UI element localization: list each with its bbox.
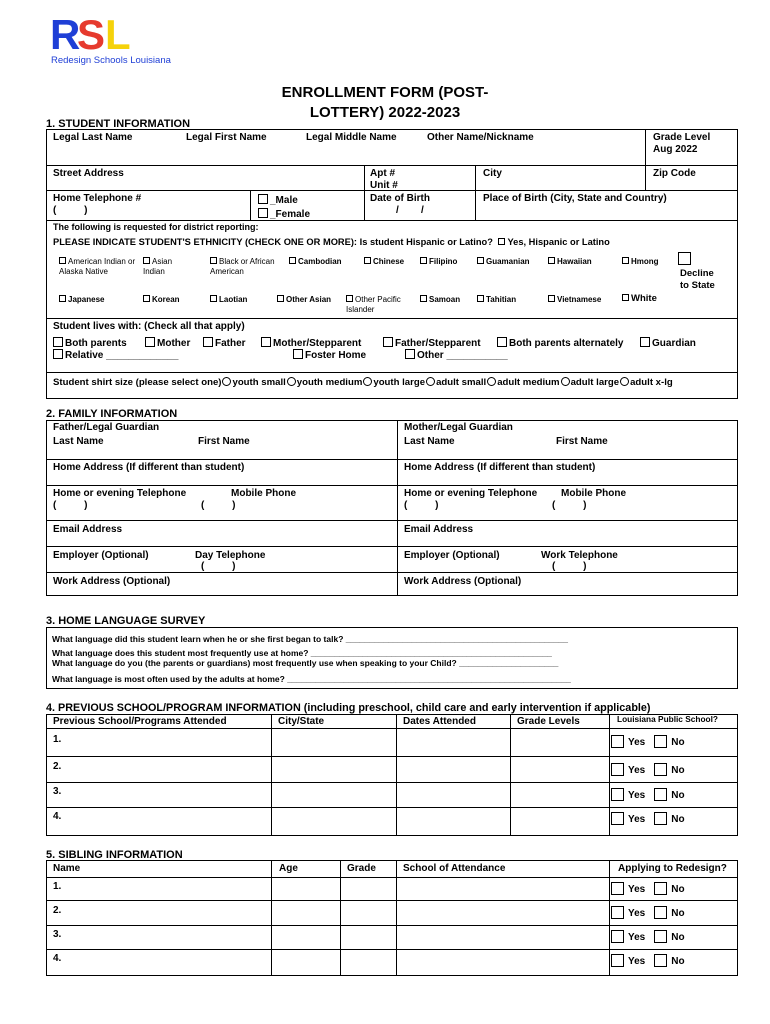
male-option[interactable] (258, 194, 298, 206)
label-apt: Apt # (370, 168, 395, 179)
mother-guardian-heading: Mother/Legal Guardian (404, 422, 513, 433)
eth-hmong[interactable]: Hmong (622, 257, 659, 267)
date-of-birth-field[interactable]: / / (396, 205, 424, 216)
father-first-name-label: First Name (198, 436, 250, 447)
father-work-address-label: Work Address (Optional) (53, 576, 171, 587)
label-grade-date: Aug 2022 (653, 144, 698, 155)
father-guardian-heading: Father/Legal Guardian (53, 422, 160, 433)
sib-row-1-label: 1. (53, 881, 62, 892)
prev-row-3-label: 3. (53, 786, 62, 797)
prev-row-2-no-checkbox[interactable] (654, 763, 667, 776)
shirt-size-row: Student shirt size (please select one) youth small youth medium youth large adult small adult medium adult large adult x-lg (53, 377, 673, 388)
logo-letter-s: S (77, 11, 105, 58)
hispanic-yes-checkbox[interactable] (498, 238, 505, 245)
eth-laotian[interactable]: Laotian (210, 295, 247, 305)
sib-row-4-label: 4. (53, 953, 62, 964)
prev-row-2-yes-checkbox[interactable] (611, 763, 624, 776)
father-last-name-label: Last Name (53, 436, 104, 447)
shirt-radio-adult-xlg[interactable] (620, 377, 629, 386)
eth-hawaiian[interactable]: Hawaiian (548, 257, 592, 267)
eth-american-indian[interactable]: American Indian or Alaska Native (59, 257, 136, 276)
father-home-address-label: Home Address (If different than student) (53, 462, 245, 473)
logo (50, 11, 190, 68)
col-city-state: City/State (278, 716, 325, 727)
mother-first-name-label: First Name (556, 436, 608, 447)
sib-row-3-label: 3. (53, 929, 62, 940)
lives-father[interactable]: Father (203, 337, 246, 349)
father-mobile-label: Mobile Phone (231, 488, 296, 499)
prev-row-4-yes-checkbox[interactable] (611, 812, 624, 825)
label-city: City (483, 168, 502, 179)
decline-checkbox[interactable] (678, 252, 691, 265)
lives-foster-home[interactable]: Foster Home (293, 349, 366, 361)
district-reporting-note: The following is requested for district reporting: (53, 222, 259, 232)
shirt-radio-youth-large[interactable] (363, 377, 372, 386)
mother-home-phone-label: Home or evening Telephone (404, 488, 538, 499)
language-q2[interactable]: What language does this student most frequently use at home? ___________________________________________________ (52, 648, 552, 658)
male-label: _Male (270, 195, 298, 206)
shirt-radio-adult-small[interactable] (426, 377, 435, 386)
lives-relative[interactable]: Relative _____________ (53, 349, 178, 361)
male-checkbox[interactable] (258, 194, 268, 204)
sib-col-grade: Grade (347, 863, 376, 874)
section-4-heading: 4. PREVIOUS SCHOOL/PROGRAM INFORMATION (including preschool, child care and early intervention if applicable) (46, 702, 651, 714)
label-home-telephone: Home Telephone # (53, 193, 142, 204)
eth-cambodian[interactable]: Cambodian (289, 257, 342, 267)
prev-row-3-no-checkbox[interactable] (654, 788, 667, 801)
mother-last-name-label: Last Name (404, 436, 455, 447)
eth-japanese[interactable]: Japanese (59, 295, 104, 305)
shirt-radio-adult-medium[interactable] (487, 377, 496, 386)
prev-row-1-no-checkbox[interactable] (654, 735, 667, 748)
label-legal-first-name: Legal First Name (186, 132, 267, 143)
mother-home-address-label: Home Address (If different than student) (404, 462, 596, 473)
label-zip: Zip Code (653, 168, 696, 179)
lives-father-stepparent[interactable]: Father/Stepparent (383, 337, 481, 349)
language-q3[interactable]: What language do you (the parents or guardians) most frequently use when speaking to your Child? _____________________ (52, 658, 559, 668)
mother-work-telephone-label: Work Telephone (541, 550, 618, 561)
sib-col-applying: Applying to Redesign? (618, 863, 727, 874)
sib-row-3-yes-checkbox[interactable] (611, 930, 624, 943)
label-grade-level: Grade Level (653, 132, 711, 143)
sib-col-school: School of Attendance (403, 863, 506, 874)
prev-row-3-la-options: Yes No (611, 788, 685, 801)
prev-row-2-label: 2. (53, 761, 62, 772)
father-day-telephone-field[interactable]: ( ) (201, 561, 236, 572)
section-2-heading: 2. FAMILY INFORMATION (46, 408, 178, 420)
home-telephone-field[interactable]: ( ) (53, 205, 88, 216)
language-q1[interactable]: What language did this student learn when he or she first began to talk? _______________________________________________ (52, 634, 568, 644)
label-date-of-birth: Date of Birth (370, 193, 430, 204)
sib-col-age: Age (279, 863, 298, 874)
female-checkbox[interactable] (258, 208, 268, 218)
shirt-radio-youth-medium[interactable] (287, 377, 296, 386)
shirt-radio-adult-large[interactable] (561, 377, 570, 386)
mother-email-label: Email Address (404, 524, 474, 535)
logo-letter-l: L (105, 11, 130, 58)
mother-mobile-label: Mobile Phone (561, 488, 626, 499)
language-q4[interactable]: What language is most often used by the adults at home? ____________________________________________________________ (52, 674, 571, 684)
family-info-box (46, 420, 738, 596)
eth-black[interactable]: Black or African American (210, 257, 275, 276)
sib-row-2-no-checkbox[interactable] (654, 906, 667, 919)
lives-with-label: Student lives with: (Check all that apply) (53, 321, 245, 332)
logo-letter-r: R (50, 11, 80, 58)
ethnicity-question-text: PLEASE INDICATE STUDENT'S ETHNICITY (CHECK ONE OR MORE): Is student Hispanic or Latino? (53, 237, 493, 247)
mother-work-address-label: Work Address (Optional) (404, 576, 522, 587)
label-other-name: Other Name/Nickname (427, 132, 534, 143)
eth-guamanian[interactable]: Guamanian (477, 257, 530, 267)
col-dates-attended: Dates Attended (403, 716, 476, 727)
father-home-phone-field[interactable]: ( ) (53, 500, 88, 511)
father-home-phone-label: Home or evening Telephone (53, 488, 187, 499)
logo-tagline: Redesign Schools Louisiana (51, 55, 171, 66)
sib-col-name: Name (53, 863, 81, 874)
mother-mobile-field[interactable]: ( ) (552, 500, 587, 511)
prev-row-1-yes-checkbox[interactable] (611, 735, 624, 748)
section-5-heading: 5. SIBLING INFORMATION (46, 849, 183, 861)
prev-row-4-no-checkbox[interactable] (654, 812, 667, 825)
prev-row-1-label: 1. (53, 734, 62, 745)
shirt-radio-youth-small[interactable] (222, 377, 231, 386)
section-1-heading: 1. STUDENT INFORMATION (46, 118, 191, 130)
eth-filipino[interactable]: Filipino (420, 257, 457, 267)
sib-row-2-label: 2. (53, 905, 62, 916)
sib-row-4-options: Yes No (611, 954, 685, 967)
sib-row-3-no-checkbox[interactable] (654, 930, 667, 943)
label-unit: Unit # (370, 180, 398, 191)
eth-chinese[interactable]: Chinese (364, 257, 404, 267)
title-line-1: ENROLLMENT FORM (POST- (281, 84, 489, 101)
prev-row-2-la-options: Yes No (611, 763, 685, 776)
sib-row-1-yes-checkbox[interactable] (611, 882, 624, 895)
sib-row-1-no-checkbox[interactable] (654, 882, 667, 895)
prev-row-3-yes-checkbox[interactable] (611, 788, 624, 801)
label-street-address: Street Address (53, 168, 124, 179)
eth-other-pacific[interactable]: Other Pacific Islander (346, 295, 401, 314)
ethnicity-question (53, 238, 610, 247)
mother-employer-label: Employer (Optional) (404, 550, 500, 561)
eth-other-asian[interactable]: Other Asian (277, 295, 331, 305)
father-email-label: Email Address (53, 524, 123, 535)
father-mobile-field[interactable]: ( ) (201, 500, 236, 511)
eth-samoan[interactable]: Samoan (420, 295, 460, 305)
col-previous-school: Previous School/Programs Attended (53, 716, 227, 727)
hispanic-yes-label: Yes, Hispanic or Latino (507, 237, 610, 247)
eth-asian-indian[interactable]: Asian Indian (143, 257, 173, 276)
sib-row-4-no-checkbox[interactable] (654, 954, 667, 967)
lives-other[interactable]: Other ___________ (405, 349, 508, 361)
eth-white[interactable]: White (622, 294, 657, 304)
col-louisiana-public: Louisiana Public School? (617, 714, 718, 724)
lives-both-alternately[interactable]: Both parents alternately (497, 337, 623, 349)
female-option[interactable] (258, 208, 310, 220)
prev-row-4-label: 4. (53, 811, 62, 822)
mother-work-telephone-field[interactable]: ( ) (552, 561, 587, 572)
label-legal-middle-name: Legal Middle Name (306, 132, 397, 143)
page-title (240, 83, 530, 124)
prev-row-1-la-options: Yes No (611, 735, 685, 748)
father-day-telephone-label: Day Telephone (195, 550, 266, 561)
title-line-2: LOTTERY) 2022-2023 (309, 104, 461, 122)
father-employer-label: Employer (Optional) (53, 550, 149, 561)
female-label: _Female (270, 209, 311, 220)
sib-row-4-yes-checkbox[interactable] (611, 954, 624, 967)
mother-home-phone-field[interactable]: ( ) (404, 500, 439, 511)
section-3-heading: 3. HOME LANGUAGE SURVEY (46, 615, 206, 627)
sib-row-1-options: Yes No (611, 882, 685, 895)
eth-decline[interactable]: Decline to State (678, 252, 715, 292)
prev-row-4-la-options: Yes No (611, 812, 685, 825)
shirt-size-label: Student shirt size (please select one) (53, 377, 222, 388)
lives-guardian[interactable]: Guardian (640, 337, 696, 349)
label-legal-last-name: Legal Last Name (53, 132, 133, 143)
sib-row-2-yes-checkbox[interactable] (611, 906, 624, 919)
eth-vietnamese[interactable]: Vietnamese (548, 295, 601, 305)
label-place-of-birth: Place of Birth (City, State and Country) (483, 193, 667, 204)
col-grade-levels: Grade Levels (517, 716, 580, 727)
eth-tahitian[interactable]: Tahitian (477, 295, 516, 305)
lives-both-parents[interactable]: Both parents (53, 337, 127, 349)
lives-mother-stepparent[interactable]: Mother/Stepparent (261, 337, 361, 349)
eth-korean[interactable]: Korean (143, 295, 180, 305)
sib-row-3-options: Yes No (611, 930, 685, 943)
sib-row-2-options: Yes No (611, 906, 685, 919)
lives-mother[interactable]: Mother (145, 337, 190, 349)
